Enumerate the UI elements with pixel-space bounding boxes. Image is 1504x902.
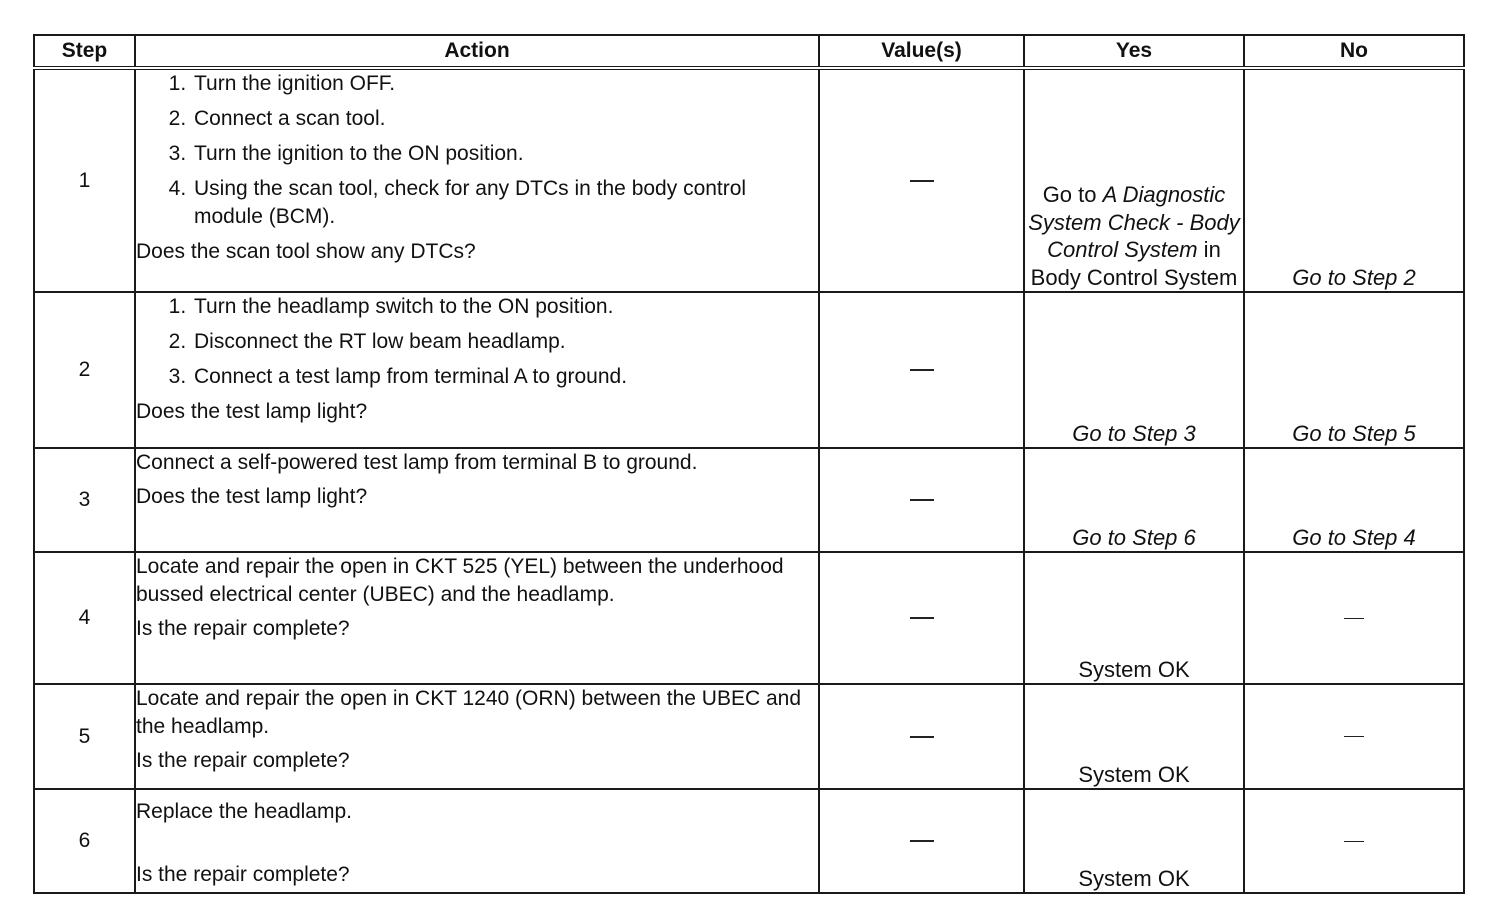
value-cell bbox=[819, 552, 1024, 684]
dash-mark bbox=[910, 499, 934, 501]
value-cell bbox=[819, 292, 1024, 448]
action-text: Replace the headlamp. bbox=[136, 800, 352, 823]
value-cell bbox=[819, 684, 1024, 789]
step-number: 6 bbox=[34, 789, 135, 893]
no-cell: Go to Step 4 bbox=[1244, 448, 1464, 552]
action-steps-list bbox=[136, 293, 818, 391]
dash-mark bbox=[910, 369, 934, 371]
step-number: 2 bbox=[34, 292, 135, 448]
yes-text: in Body Control System bbox=[1030, 237, 1238, 290]
action-cell bbox=[135, 68, 819, 292]
action-question: Does the test lamp light? bbox=[136, 485, 368, 508]
header-values: Value(s) bbox=[819, 35, 1024, 68]
no-cell bbox=[1244, 789, 1464, 893]
yes-cell: Go to Step 3 bbox=[1024, 292, 1244, 448]
no-cell: Go to Step 2 bbox=[1244, 68, 1464, 292]
diagnostic-table bbox=[33, 34, 1465, 894]
yes-cell: System OK bbox=[1024, 552, 1244, 684]
step-number: 4 bbox=[34, 552, 135, 684]
no-cell bbox=[1244, 552, 1464, 684]
dash-mark bbox=[1344, 618, 1364, 619]
action-cell bbox=[135, 552, 819, 684]
yes-text: Go to bbox=[1042, 182, 1103, 207]
step-number: 5 bbox=[34, 684, 135, 789]
action-question: Is the repair complete? bbox=[136, 749, 350, 772]
dash-mark bbox=[910, 180, 934, 182]
action-text: Locate and repair the open in CKT 525 (YEL) between the underhood bussed electrical center (UBEC) and the headlamp. bbox=[136, 555, 784, 606]
action-cell bbox=[135, 448, 819, 552]
dash-mark bbox=[910, 617, 934, 619]
dash-mark bbox=[1344, 841, 1364, 842]
dash-mark bbox=[910, 840, 934, 842]
table-row bbox=[34, 789, 1464, 893]
action-question: Does the test lamp light? bbox=[136, 400, 368, 423]
dash-mark bbox=[1344, 736, 1364, 737]
action-step: 2. Connect a scan tool. bbox=[192, 105, 818, 133]
no-cell bbox=[1244, 684, 1464, 789]
step-number: 1 bbox=[34, 68, 135, 292]
action-cell bbox=[135, 684, 819, 789]
yes-cell: System OK bbox=[1024, 684, 1244, 789]
action-question: Is the repair complete? bbox=[136, 617, 350, 640]
action-step: 3. Turn the ignition to the ON position. bbox=[192, 140, 818, 168]
action-text: Connect a self-powered test lamp from terminal B to ground. bbox=[136, 451, 698, 474]
table-row bbox=[34, 684, 1464, 789]
yes-cell: Go to Step 6 bbox=[1024, 448, 1244, 552]
yes-reference: A Diagnostic System Check - Body Control System bbox=[1028, 182, 1240, 262]
yes-cell bbox=[1024, 68, 1244, 292]
dash-mark bbox=[910, 736, 934, 738]
yes-cell: System OK bbox=[1024, 789, 1244, 893]
action-step: 3. Connect a test lamp from terminal A to ground. bbox=[192, 363, 818, 391]
table-row bbox=[34, 552, 1464, 684]
no-cell: Go to Step 5 bbox=[1244, 292, 1464, 448]
action-question: Does the scan tool show any DTCs? bbox=[136, 240, 476, 263]
value-cell bbox=[819, 68, 1024, 292]
action-cell bbox=[135, 789, 819, 893]
step-number: 3 bbox=[34, 448, 135, 552]
value-cell bbox=[819, 448, 1024, 552]
table-row bbox=[34, 68, 1464, 292]
action-text: Locate and repair the open in CKT 1240 (ORN) between the UBEC and the headlamp. bbox=[136, 687, 802, 738]
action-cell bbox=[135, 292, 819, 448]
header-row bbox=[34, 35, 1464, 68]
action-step: 1. Turn the ignition OFF. bbox=[192, 70, 818, 98]
action-step: 2. Disconnect the RT low beam headlamp. bbox=[192, 328, 818, 356]
action-step: 4. Using the scan tool, check for any DTCs in the body control module (BCM). bbox=[192, 175, 818, 231]
header-step: Step bbox=[34, 35, 135, 68]
header-action: Action bbox=[135, 35, 819, 68]
action-step: 1. Turn the headlamp switch to the ON position. bbox=[192, 293, 818, 321]
header-yes: Yes bbox=[1024, 35, 1244, 68]
table-row bbox=[34, 292, 1464, 448]
action-question: Is the repair complete? bbox=[136, 863, 350, 886]
action-steps-list bbox=[136, 70, 818, 231]
value-cell bbox=[819, 789, 1024, 893]
table-row bbox=[34, 448, 1464, 552]
header-no: No bbox=[1244, 35, 1464, 68]
